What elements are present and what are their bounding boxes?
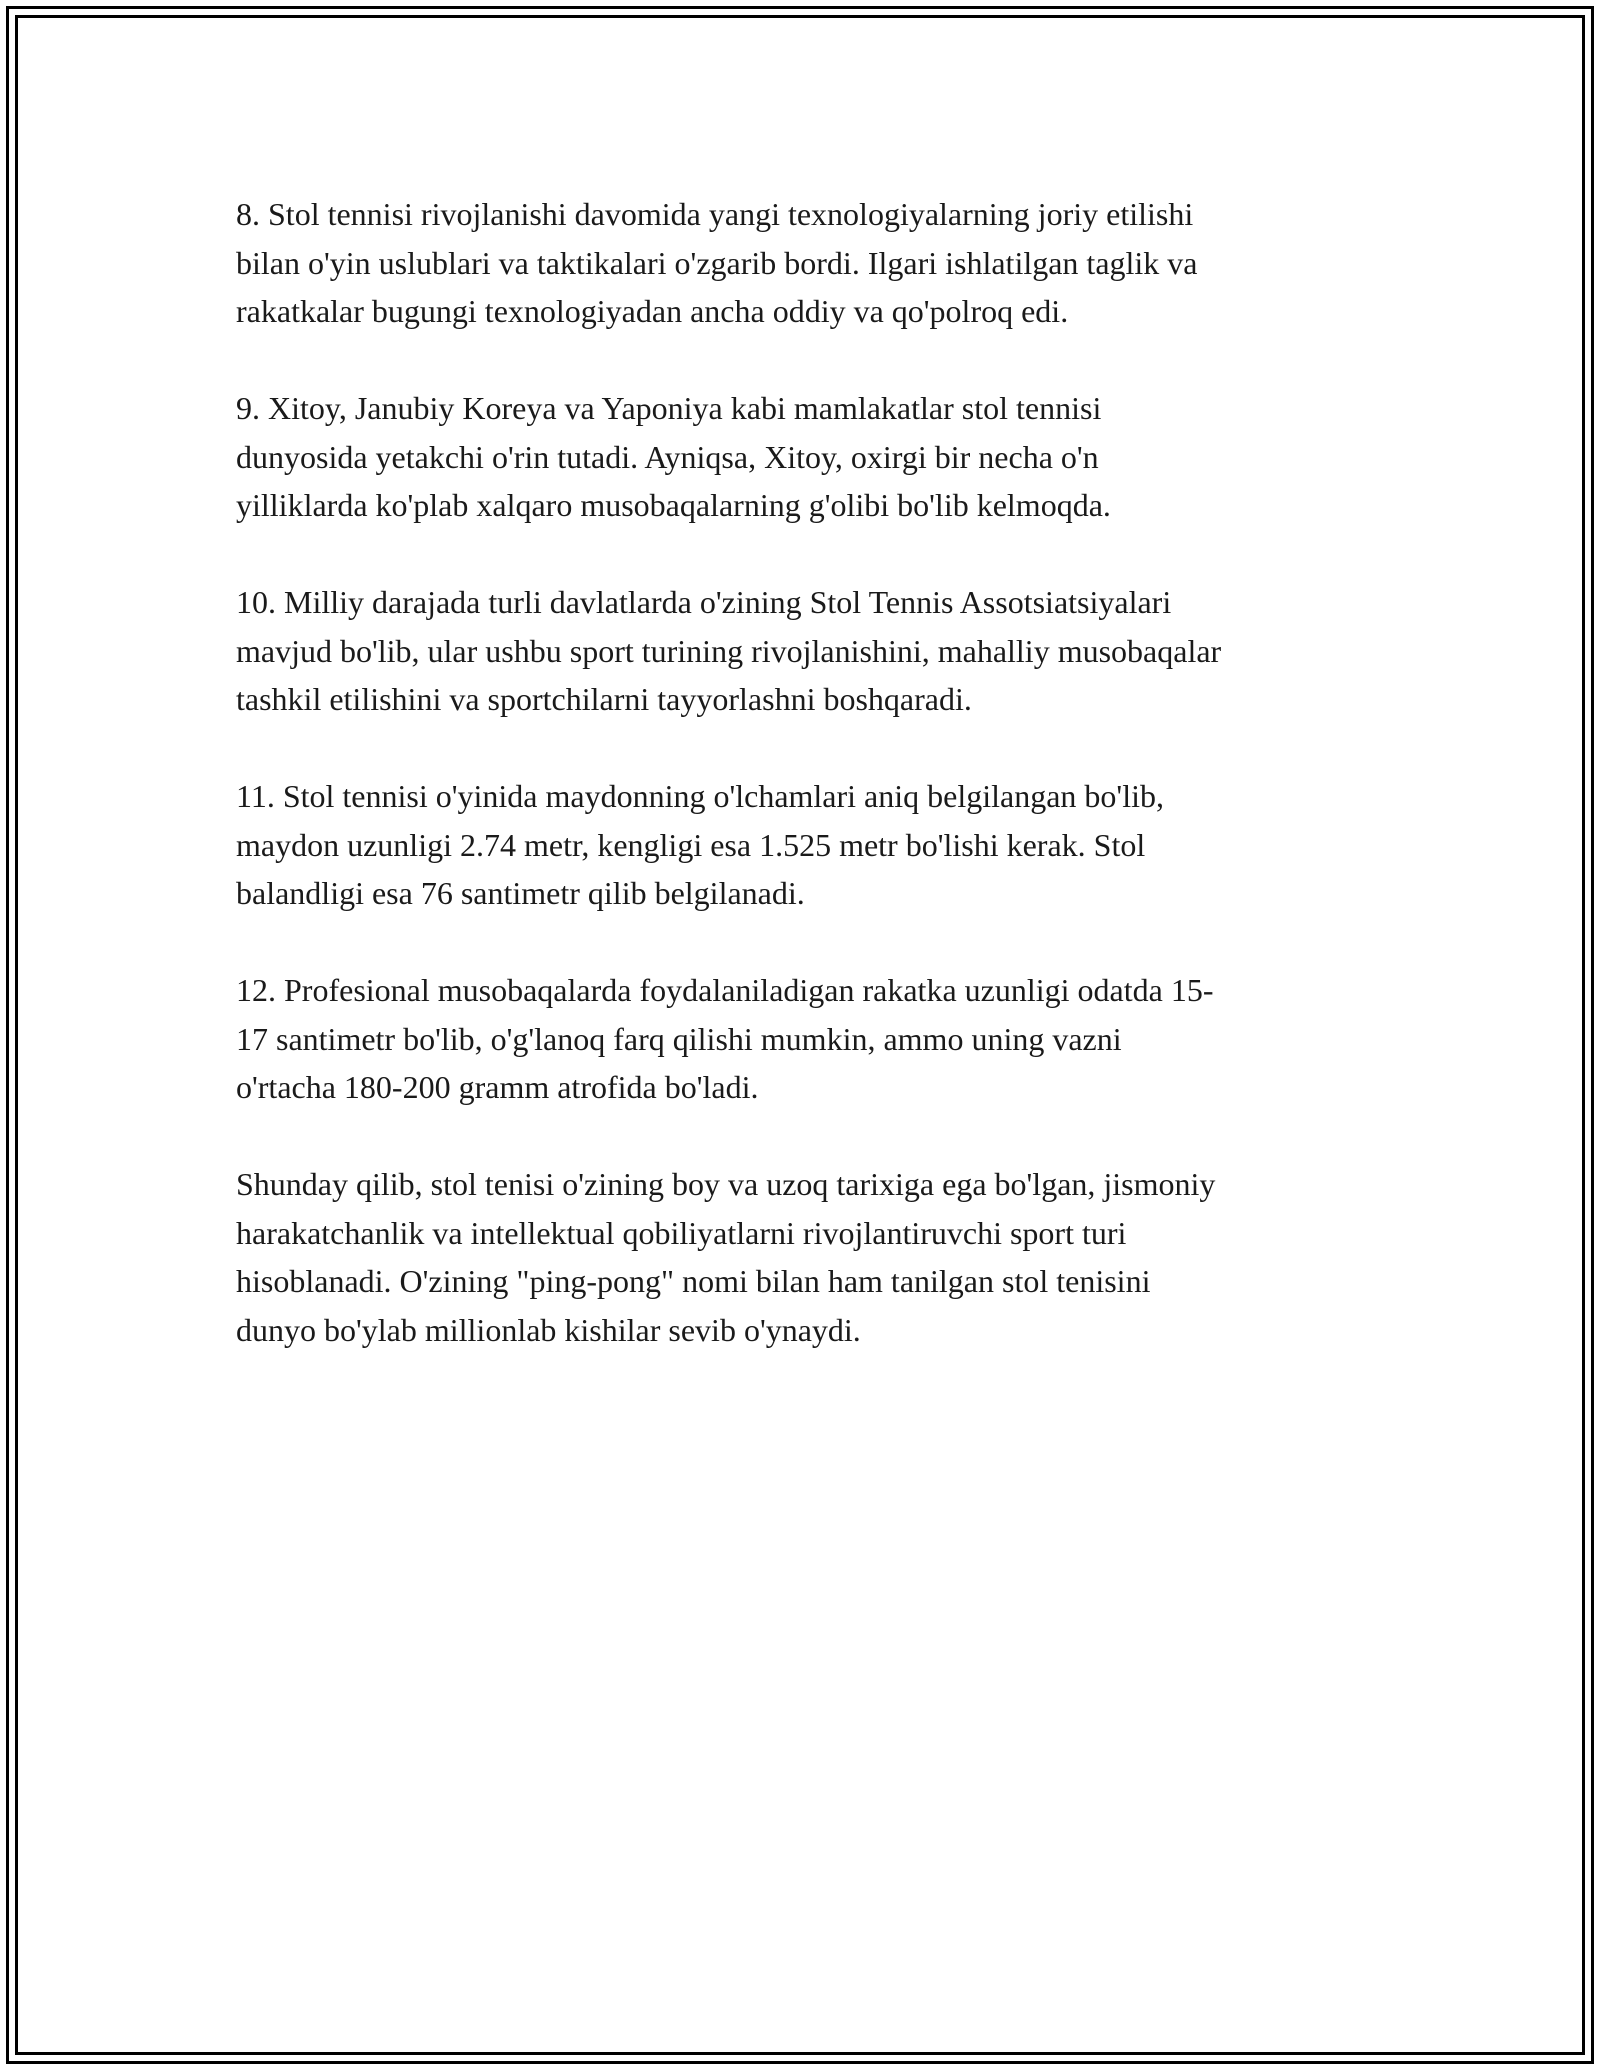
paragraph-12: 12. Profesional musobaqalarda foydalaniladigan rakatka uzunligi odatda 15- 17 santimetr bo'lib, o'g'lanoq farq qilishi mumkin, ammo uning vazni o'rtacha 180-200 gramm atrofida bo'ladi.	[236, 972, 1214, 1105]
paragraph-10: 10. Milliy darajada turli davlatlarda o'zining Stol Tennis Assotsiatsiyalari mavjud bo'lib, ular ushbu sport turining rivojlanishini, mahalliy musobaqalar tashkil etilishini va sportchilarni tayyorlashni boshqaradi.	[236, 584, 1222, 717]
paragraph-11: 11. Stol tennisi o'yinida maydonning o'lchamlari aniq belgilangan bo'lib, maydon uzunligi 2.74 metr, kengligi esa 1.525 metr bo'lishi kerak. Stol balandligi esa 76 santimetr qilib belgilanadi.	[236, 778, 1164, 911]
paragraph-conclusion: Shunday qilib, stol tenisi o'zining boy va uzoq tarixiga ega bo'lgan, jismoniy harakatchanlik va intellektual qobiliyatlarni rivojlantiruvchi sport turi hisoblanadi. O'zining "ping-pong" nomi bilan ham tanilgan stol tenisini dunyo bo'ylab millionlab kishilar sevib o'ynaydi.	[236, 1166, 1216, 1348]
paragraph-8: 8. Stol tennisi rivojlanishi davomida yangi texnologiyalarning joriy etilishi bilan o'yin uslublari va taktikalari o'zgarib bordi. Ilgari ishlatilgan taglik va rakatkalar bugungi texnologiyadan ancha oddiy va qo'polroq edi.	[236, 196, 1198, 329]
paragraph-9: 9. Xitoy, Janubiy Koreya va Yaponiya kabi mamlakatlar stol tennisi dunyosida yetakchi o'rin tutadi. Ayniqsa, Xitoy, oxirgi bir necha o'n yilliklarda ko'plab xalqaro musobaqalarning g'olibi bo'lib kelmoqda.	[236, 390, 1111, 523]
document-body	[236, 190, 1366, 1403]
